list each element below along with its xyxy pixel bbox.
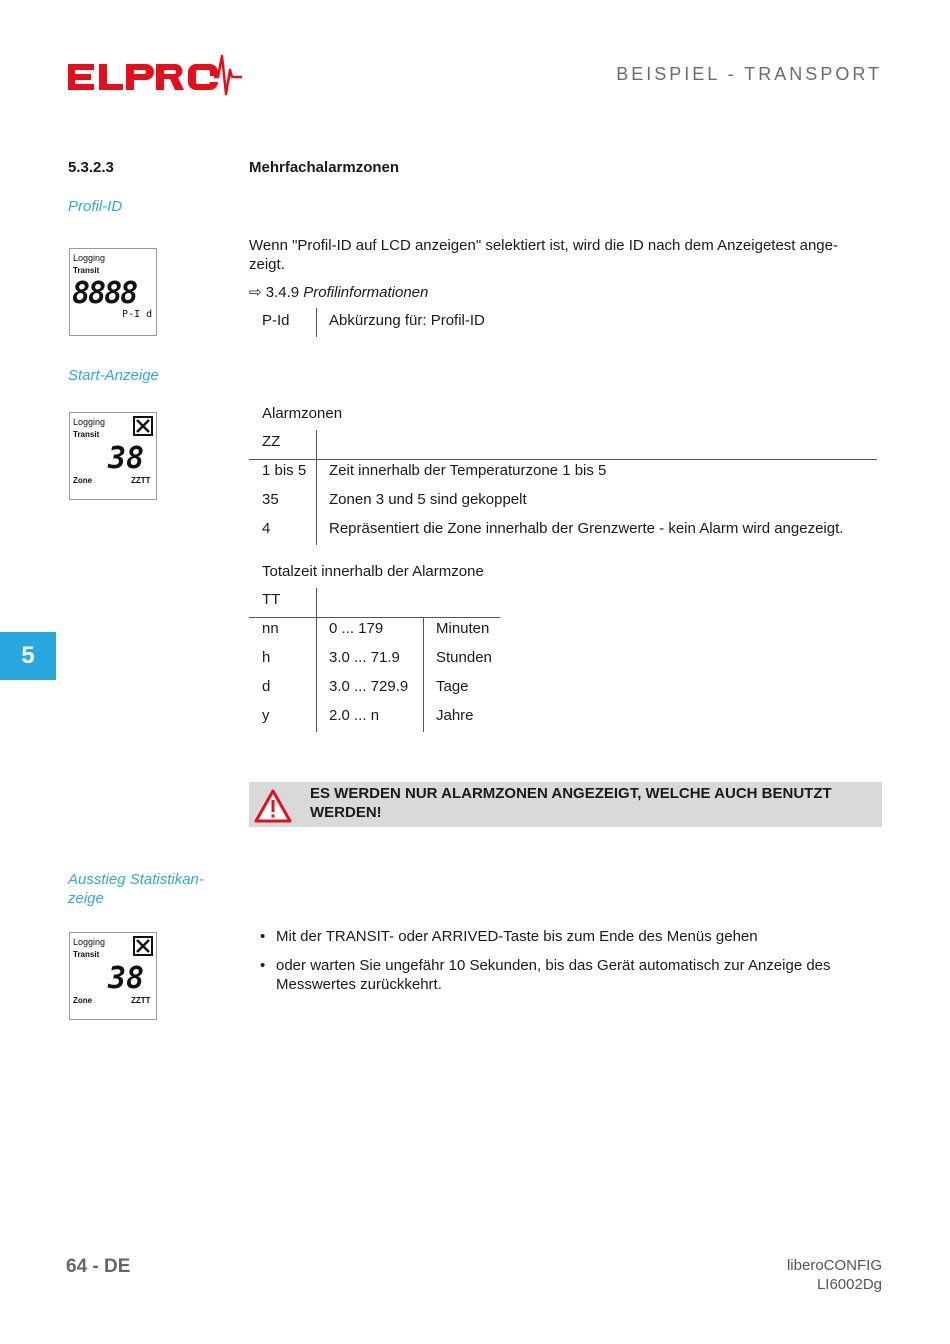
- table-divider: [316, 588, 317, 732]
- footer-doc-info: [787, 1256, 882, 1294]
- table-row-key: nn: [262, 620, 279, 637]
- lcd-display-ausstieg: [69, 932, 157, 1020]
- lcd-digits: 38: [108, 961, 145, 996]
- alarmzonen-table: [249, 427, 877, 545]
- table-row-key: h: [262, 649, 271, 666]
- header-title: BEISPIEL - TRANSPORT: [616, 64, 882, 84]
- elpro-logo: [66, 50, 242, 98]
- bullet-dot: •: [260, 928, 266, 945]
- profil-id-description: Wenn "Profil-ID auf LCD anzeigen" selektiert ist, wird die ID nach dem Anzeigetest ange- zeigt.: [249, 237, 838, 273]
- lcd-code: ZZTT: [131, 476, 151, 485]
- lcd-code: P-I d: [122, 309, 153, 320]
- table-row-range: 3.0 ... 729.9: [329, 678, 409, 695]
- table-row-unit: Stunden: [436, 649, 492, 666]
- ausstieg-label: Ausstieg Statistikan- zeige: [68, 871, 204, 907]
- lcd-transit-text: Transit: [73, 950, 100, 959]
- table-row-unit: Tage: [436, 678, 469, 695]
- table-row-key: 35: [262, 491, 279, 508]
- totalzeit-title: Totalzeit innerhalb der Alarmzone: [262, 563, 484, 580]
- lcd-digits: 38: [108, 441, 145, 476]
- alarmzonen-title: Alarmzonen: [262, 405, 343, 422]
- totalzeit-table: [249, 585, 500, 732]
- table-row-value: Zonen 3 und 5 sind gekoppelt: [329, 491, 527, 508]
- warning-triangle-icon: [253, 788, 293, 824]
- lcd-logging-text: Logging: [73, 937, 106, 947]
- profil-id-reference[interactable]: [249, 283, 428, 302]
- arrow-right-icon: ⇨: [249, 284, 262, 301]
- product-name: liberoCONFIG: [786, 1257, 882, 1274]
- lcd-zone-text: Zone: [73, 476, 93, 485]
- section-number: 5.3.2.3: [68, 159, 114, 176]
- table-row-key: y: [262, 707, 270, 724]
- document-id: LI6002Dg: [816, 1276, 882, 1293]
- alarm-cross-icon: [134, 417, 152, 435]
- table-row-key: 1 bis 5: [262, 462, 307, 479]
- page-number: 64 - DE: [66, 1256, 131, 1277]
- bullet-dot: •: [260, 957, 266, 974]
- table-divider: [316, 430, 317, 545]
- table-value: Abkürzung für: Profil-ID: [329, 312, 485, 329]
- totalzeit-header: TT: [262, 591, 281, 608]
- section-title: Mehrfachalarmzonen: [249, 159, 400, 176]
- list-item: Mit der TRANSIT- oder ARRIVED-Taste bis zum Ende des Menüs gehen: [276, 928, 758, 945]
- lcd-digits: 8888: [72, 276, 137, 311]
- lcd-display-profil-id: [69, 248, 157, 336]
- table-row-value: Zeit innerhalb der Temperaturzone 1 bis 5: [329, 462, 607, 479]
- lcd-code: ZZTT: [131, 996, 151, 1005]
- table-row-unit: Minuten: [436, 620, 490, 637]
- lcd-logging-text: Logging: [73, 417, 106, 427]
- start-anzeige-label: Start-Anzeige: [68, 367, 159, 384]
- lcd-zone-text: Zone: [73, 996, 93, 1005]
- lcd-logging-text: Logging: [73, 253, 106, 263]
- warning-text: ES WERDEN NUR ALARMZONEN ANGEZEIGT, WELCHE AUCH BENUTZT WERDEN!: [310, 785, 832, 821]
- table-row-key: d: [262, 678, 271, 695]
- table-key: P-Id: [262, 312, 290, 329]
- table-row-value: Repräsentiert die Zone innerhalb der Grenzwerte - kein Alarm wird angezeigt.: [329, 520, 844, 537]
- profil-id-table: [249, 306, 549, 335]
- reference-title: Profilinformationen: [303, 284, 429, 301]
- chapter-tab: 5: [0, 632, 56, 680]
- table-row-range: 2.0 ... n: [329, 707, 380, 724]
- lcd-transit-text: Transit: [73, 266, 100, 275]
- table-row-unit: Jahre: [436, 707, 474, 724]
- profil-id-label: Profil-ID: [68, 198, 123, 215]
- lcd-transit-text: Transit: [73, 430, 100, 439]
- reference-number: 3.4.9: [265, 284, 300, 301]
- table-divider: [316, 308, 317, 337]
- table-row-key: 4: [262, 520, 271, 537]
- table-row-range: 3.0 ... 71.9: [329, 649, 400, 666]
- alarmzonen-header: ZZ: [262, 433, 281, 450]
- table-divider: [423, 617, 424, 732]
- alarm-cross-icon: [134, 937, 152, 955]
- lcd-display-start: [69, 412, 157, 500]
- list-item: oder warten Sie ungefähr 10 Sekunden, bis das Gerät automatisch zur Anzeige des Messwertes zurückkehrt.: [276, 957, 831, 993]
- table-row-range: 0 ... 179: [329, 620, 384, 637]
